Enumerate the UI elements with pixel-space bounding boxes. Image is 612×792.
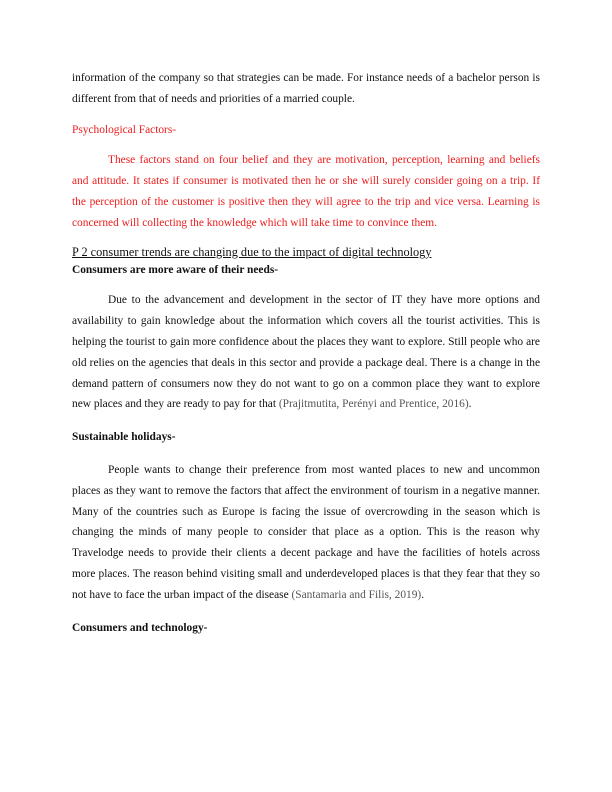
psychological-factors-heading: Psychological Factors- xyxy=(72,123,177,136)
document-page xyxy=(72,68,540,638)
sustainable-holidays-paragraph xyxy=(72,460,540,606)
aware-needs-citation: (Prajitmutita, Perényi and Prentice, 2016) xyxy=(278,398,469,411)
aware-needs-paragraph xyxy=(72,290,540,415)
psychological-factors-paragraph: These factors stand on four belief and they are motivation, perception, learning and beliefs and attitude. It states if consumer is motivated then he or she will surely consider going on a trip. If the perception of the customer is positive then they will agree to the trip and vice versa. Learning is concerned will collecting the knowledge which will take time to convince them. xyxy=(72,154,540,229)
aware-needs-text: Due to the advancement and development in the sector of IT they have more options and availability to gain knowledge about the information which covers all the tourist activities. This is helping the tourist to gain more confidence about the places they want to explore. Still people who are old relies on the agencies that deals in this sector and provide a package deal. There is a change in the demand pattern of consumers now they do not want to go on a common place they want to explore new places and they are ready to pay for that xyxy=(72,294,540,411)
sustainable-holidays-text: People wants to change their preference from most wanted places to new and uncommon places as they want to remove the factors that affect the environment of tourism in a negative manner. Many of the countries such as Europe is facing the issue of overcrowding in the season which is changing the minds of many people to consider that place as a option. This is the reason why Travelodge needs to provide their clients a decent package and have the facilities of hotels across more places. The reason behind visiting small and underdeveloped places is that they fear that they so not have to face the urban impact of the disease xyxy=(72,463,540,601)
consumers-technology-heading: Consumers and technology- xyxy=(72,621,208,634)
sustainable-holidays-citation: (Santamaria and Filis, 2019) xyxy=(291,588,422,601)
intro-paragraph: information of the company so that strategies can be made. For instance needs of a bachelor person is different from that of needs and priorities of a married couple. xyxy=(72,72,540,105)
sustainable-holidays-heading: Sustainable holidays- xyxy=(72,431,176,444)
section-title: P 2 consumer trends are changing due to the impact of digital technology xyxy=(72,244,432,259)
aware-needs-end: . xyxy=(468,398,472,411)
aware-needs-heading: Consumers are more aware of their needs- xyxy=(72,263,279,276)
sustainable-holidays-end: . xyxy=(421,588,425,601)
